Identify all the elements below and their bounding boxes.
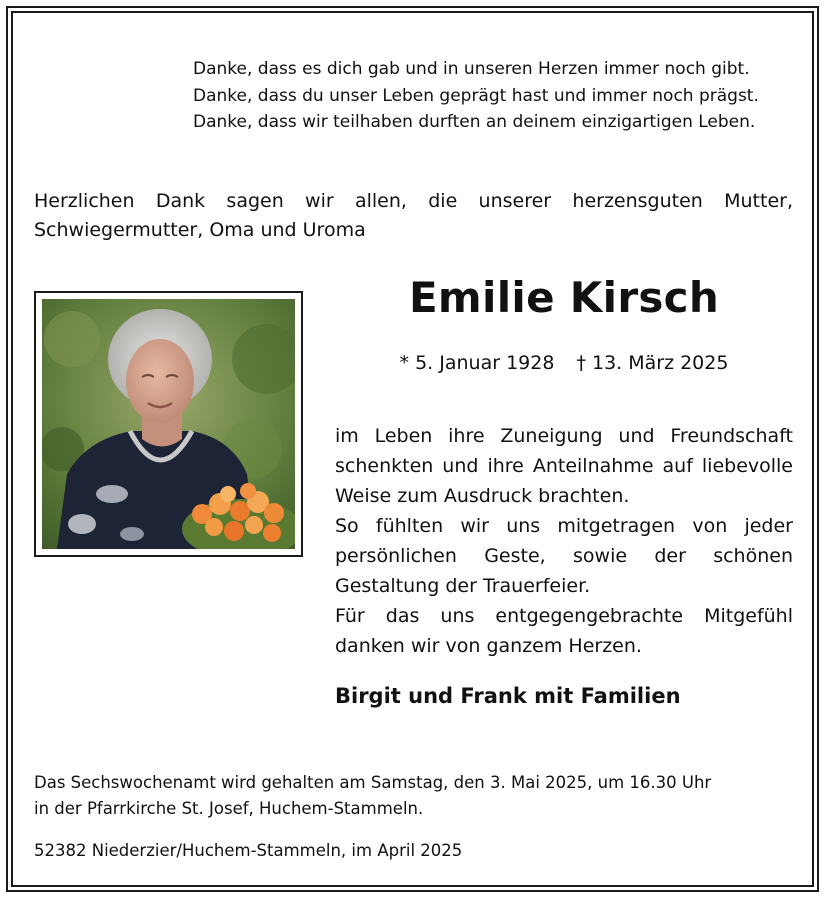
thanks-paragraph: im Leben ihre Zuneigung und Freundschaft schenkten und ihre Anteilnahme auf liebevolle Weise zum Ausdruck brachten. [335, 425, 793, 507]
life-dates [334, 352, 794, 374]
intro-text: Herzlichen Dank sagen wir allen, die unserer herzensguten Mutter, Schwiegermutter, Oma und Uroma [34, 190, 793, 241]
deceased-name: Emilie Kirsch [408, 273, 720, 322]
poem-line: Danke, dass wir teilhaben durften an deinem einzigartigen Leben. [193, 112, 756, 132]
portrait-photo [42, 299, 295, 549]
thanks-paragraph: So fühlten wir uns mitgetragen von jeder persönlichen Geste, sowie der schönen Gestaltung der Trauerfeier. [335, 515, 793, 597]
thanks-text [335, 421, 793, 661]
poem-line: Danke, dass es dich gab und in unseren Herzen immer noch gibt. [193, 59, 750, 79]
service-notice [34, 770, 794, 822]
death-date: † 13. März 2025 [576, 352, 729, 374]
signature: Birgit und Frank mit Familien [335, 684, 681, 708]
thanks-paragraph: Für das uns entgegengebrachte Mitgefühl danken wir von ganzem Herzen. [335, 605, 793, 657]
place-date: 52382 Niederzier/Huchem-Stammeln, im April 2025 [34, 841, 463, 860]
service-line: Das Sechswochenamt wird gehalten am Samstag, den 3. Mai 2025, um 16.30 Uhr [34, 773, 712, 792]
poem [193, 56, 793, 136]
service-line: in der Pfarrkirche St. Josef, Huchem-Stammeln. [34, 799, 424, 818]
birth-date: * 5. Januar 1928 [399, 352, 555, 374]
poem-line: Danke, dass du unser Leben geprägt hast und immer noch prägst. [193, 85, 759, 106]
portrait-frame [34, 291, 303, 557]
